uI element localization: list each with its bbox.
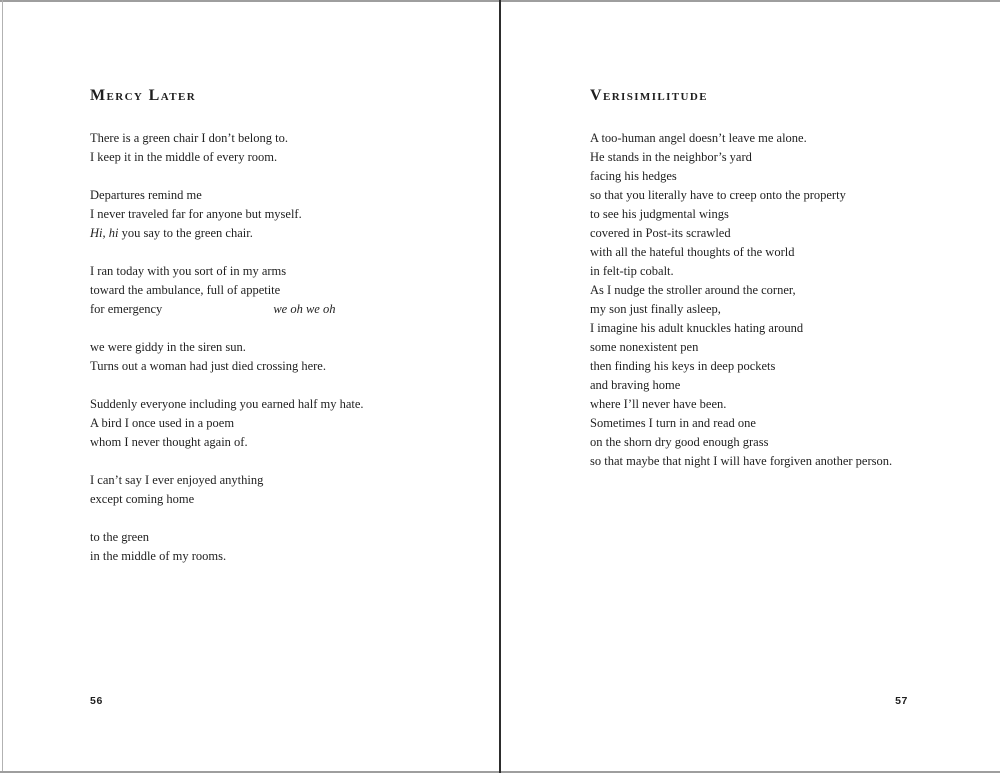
- stanza: [90, 528, 460, 566]
- poem-title-verisimilitude: Verisimilitude: [590, 87, 708, 104]
- poem-line: [590, 414, 960, 433]
- page-number-left: 56: [90, 695, 103, 707]
- poem-line-segment: He stands in the neighbor’s yard: [590, 150, 752, 164]
- poem-line-segment: A too-human angel doesn’t leave me alone.: [590, 131, 807, 145]
- poem-line: [90, 528, 460, 547]
- poem-line-segment: and braving home: [590, 378, 681, 392]
- stanza: [90, 262, 460, 319]
- poem-line-segment: in felt-tip cobalt.: [590, 264, 674, 278]
- poem-body-right: [590, 129, 960, 471]
- poem-line: [90, 414, 460, 433]
- poem-line: [590, 300, 960, 319]
- poem-line: [90, 262, 460, 281]
- poem-line: [590, 357, 960, 376]
- right-page: [500, 0, 1000, 773]
- poem-line-segment: facing his hedges: [590, 169, 677, 183]
- poem-line: [590, 205, 960, 224]
- poem-line-segment: I imagine his adult knuckles hating around: [590, 321, 804, 335]
- poem-line: [590, 338, 960, 357]
- poem-title-mercy-later: Mercy Later: [90, 87, 197, 104]
- poem-line: [90, 224, 460, 243]
- poem-line: [90, 300, 460, 319]
- poem-line: [590, 224, 960, 243]
- poem-line: [90, 148, 460, 167]
- poem-line: [90, 338, 460, 357]
- poem-line-segment: toward the ambulance, full of appetite: [90, 283, 281, 297]
- poem-line: [590, 395, 960, 414]
- stanza: [90, 395, 460, 452]
- poem-line-italic-segment: Hi, hi: [90, 226, 119, 240]
- poem-line-segment: A bird I once used in a poem: [90, 416, 235, 430]
- poem-line: [90, 490, 460, 509]
- poem-line: [590, 433, 960, 452]
- poem-line-segment: to see his judgmental wings: [590, 207, 729, 221]
- poem-body-left: [90, 129, 460, 566]
- stanza: [90, 471, 460, 509]
- poem-line-segment: except coming home: [90, 492, 195, 506]
- stanza: [90, 338, 460, 376]
- poem-line: [90, 186, 460, 205]
- poem-line: [590, 243, 960, 262]
- poem-line: [90, 281, 460, 300]
- poem-line-segment: you say to the green chair.: [118, 226, 253, 240]
- poem-line-segment: in the middle of my rooms.: [90, 549, 227, 563]
- poem-line-segment: I never traveled far for anyone but myself.: [90, 207, 302, 221]
- poem-line-segment: Sometimes I turn in and read one: [590, 416, 756, 430]
- poem-line-segment: my son just finally asleep,: [590, 302, 721, 316]
- poem-line-segment: covered in Post-its scrawled: [590, 226, 731, 240]
- poem-line: [90, 357, 460, 376]
- poem-line-segment: for emergency: [90, 302, 163, 316]
- poem-line-segment: where I’ll never have been.: [590, 397, 727, 411]
- poem-line-segment: so that you literally have to creep onto the property: [590, 188, 846, 202]
- poem-line-segment: As I nudge the stroller around the corner,: [590, 283, 796, 297]
- poem-line-segment: to the green: [90, 530, 150, 544]
- poem-line: [90, 433, 460, 452]
- poem-line-segment: Departures remind me: [90, 188, 202, 202]
- page-number-right: 57: [895, 695, 908, 707]
- stanza: [90, 129, 460, 167]
- poem-line-segment: There is a green chair I don’t belong to.: [90, 131, 288, 145]
- poem-line-segment: whom I never thought again of.: [90, 435, 248, 449]
- poem-line: [90, 471, 460, 490]
- poem-line: [590, 186, 960, 205]
- poem-line-segment: I can’t say I ever enjoyed anything: [90, 473, 264, 487]
- poem-line-segment: some nonexistent pen: [590, 340, 699, 354]
- poem-line-segment: on the shorn dry good enough grass: [590, 435, 769, 449]
- poem-line: [590, 167, 960, 186]
- poem-line-segment: we were giddy in the siren sun.: [90, 340, 246, 354]
- poem-line-segment: I ran today with you sort of in my arms: [90, 264, 287, 278]
- poem-line-segment: then finding his keys in deep pockets: [590, 359, 776, 373]
- poem-line: [590, 376, 960, 395]
- poem-line-italic-segment: we oh we oh: [273, 302, 336, 316]
- poem-line-segment: Turns out a woman had just died crossing here.: [90, 359, 326, 373]
- stanza: [590, 129, 960, 471]
- poem-line: [90, 129, 460, 148]
- poem-line: [590, 319, 960, 338]
- poem-line-segment: with all the hateful thoughts of the world: [590, 245, 795, 259]
- poem-line: [590, 452, 960, 471]
- poem-line-segment: Suddenly everyone including you earned half my hate.: [90, 397, 364, 411]
- stanza: [90, 186, 460, 243]
- book-spine-divider: [499, 0, 501, 773]
- poem-line: [590, 148, 960, 167]
- poem-line-segment: I keep it in the middle of every room.: [90, 150, 278, 164]
- poem-line: [90, 395, 460, 414]
- poem-line: [90, 205, 460, 224]
- poem-line: [590, 129, 960, 148]
- poem-line-segment: so that maybe that night I will have forgiven another person.: [590, 454, 893, 468]
- poem-line: [590, 281, 960, 300]
- poem-line: [590, 262, 960, 281]
- poem-line: [90, 547, 460, 566]
